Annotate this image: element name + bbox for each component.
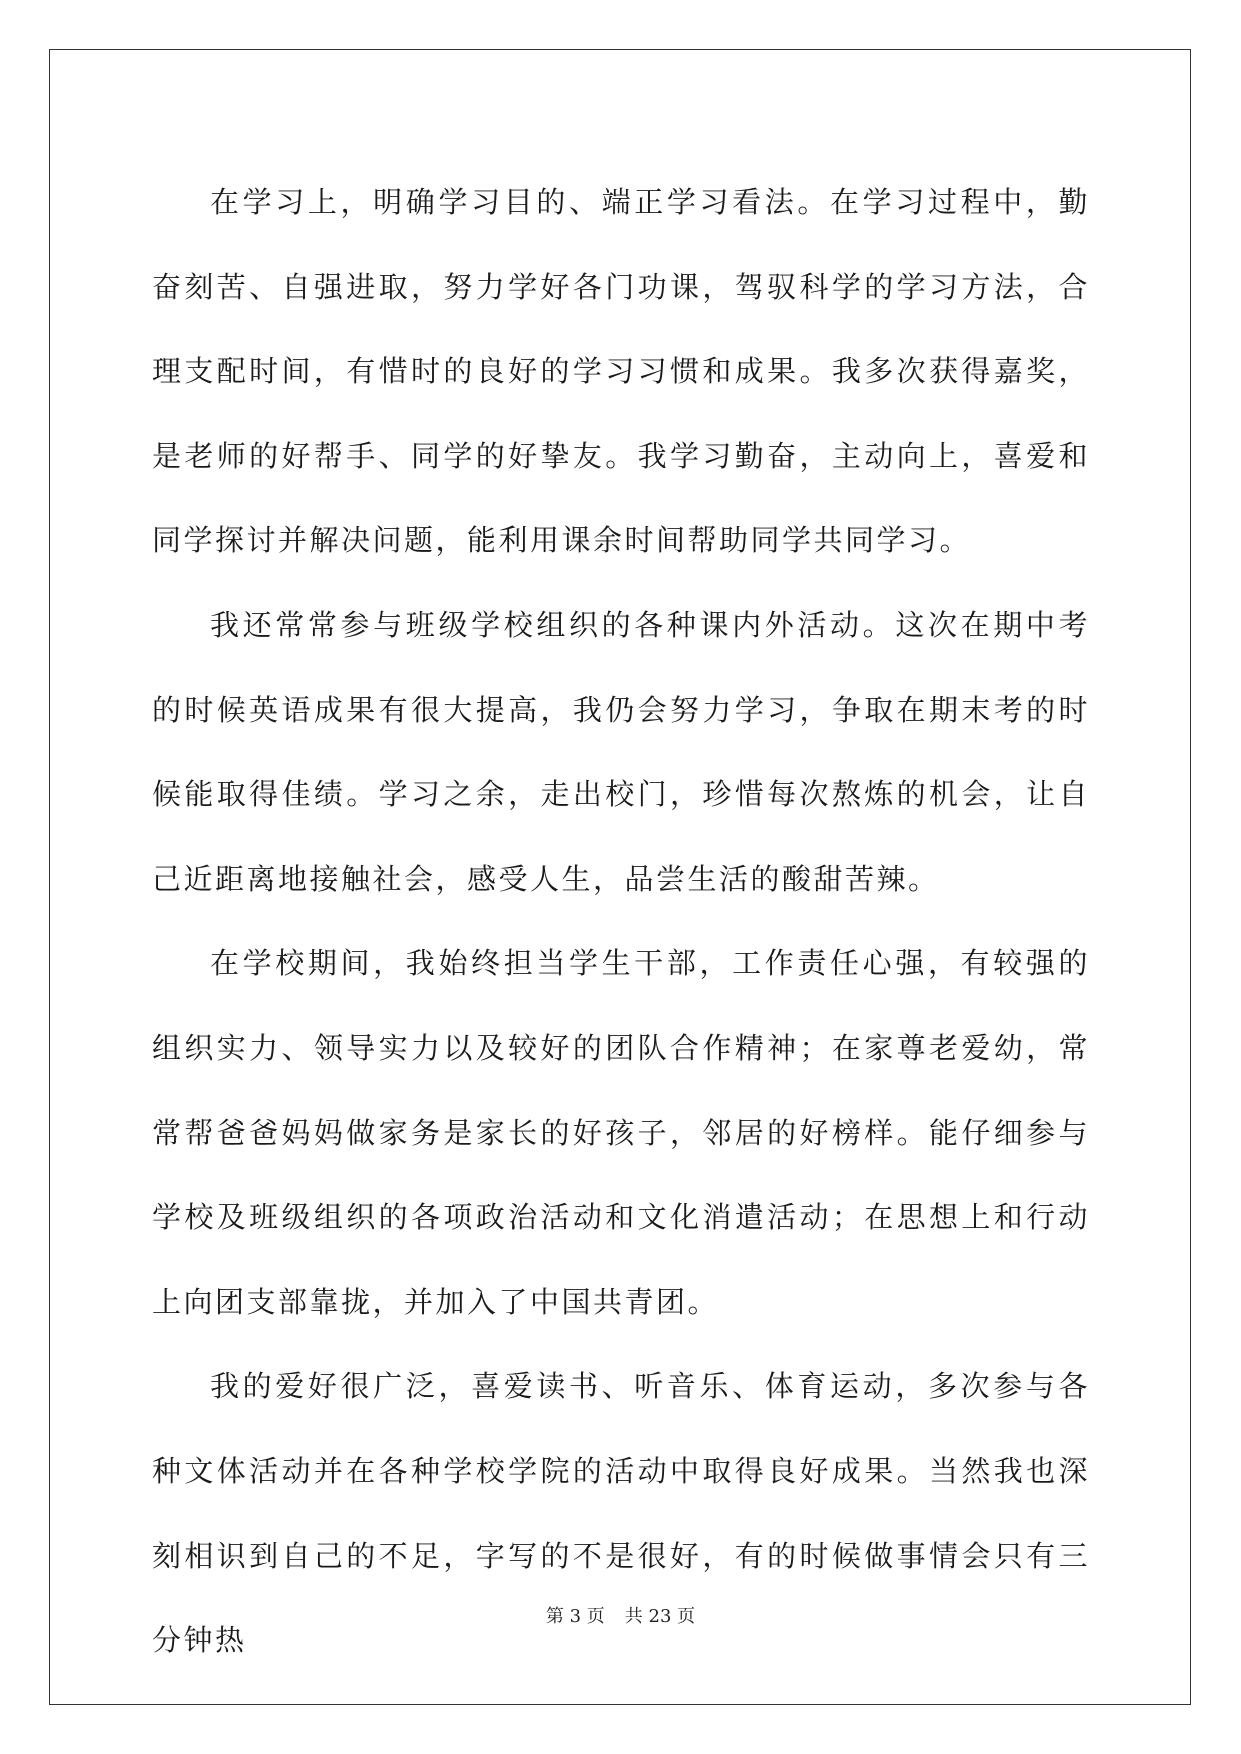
page-total: 共 23 页 <box>624 1606 696 1627</box>
page-footer <box>0 1602 1241 1628</box>
paragraph-2: 我还常常参与班级学校组织的各种课内外活动。这次在期中考的时候英语成果有很大提高，我仍会努力学习，争取在期末考的时候能取得佳绩。学习之余，走出校门，珍惜每次熬炼的机会，让自己近距离地接触社会，感受人生，品尝生活的酸甜苦辣。 <box>152 607 1090 896</box>
page-number: 第 3 页 <box>545 1606 605 1627</box>
paragraph-3: 在学校期间，我始终担当学生干部，工作责任心强，有较强的组织实力、领导实力以及较好的团队合作精神；在家尊老爱幼，常常帮爸爸妈妈做家务是家长的好孩子，邻居的好榜样。能仔细参与学校及班级组织的各项政治活动和文化消遣活动；在思想上和行动上向团支部靠拢，并加入了中国共青团。 <box>152 946 1090 1319</box>
paragraph-4: 我的爱好很广泛，喜爱读书、听音乐、体育运动，多次参与各种文体活动并在各种学校学院的活动中取得良好成果。当然我也深刻相识到自己的不足，字写的不是很好，有的时候做事情会只有三分钟热 <box>152 1369 1090 1658</box>
paragraph-1: 在学习上，明确学习目的、端正学习看法。在学习过程中，勤奋刻苦、自强进取，努力学好各门功课，驾驭科学的学习方法，合理支配时间，有惜时的良好的学习习惯和成果。我多次获得嘉奖，是老师的好帮手、同学的好挚友。我学习勤奋，主动向上，喜爱和同学探讨并解决问题，能利用课余时间帮助同学共同学习。 <box>152 185 1090 558</box>
document-body <box>152 160 1090 1683</box>
